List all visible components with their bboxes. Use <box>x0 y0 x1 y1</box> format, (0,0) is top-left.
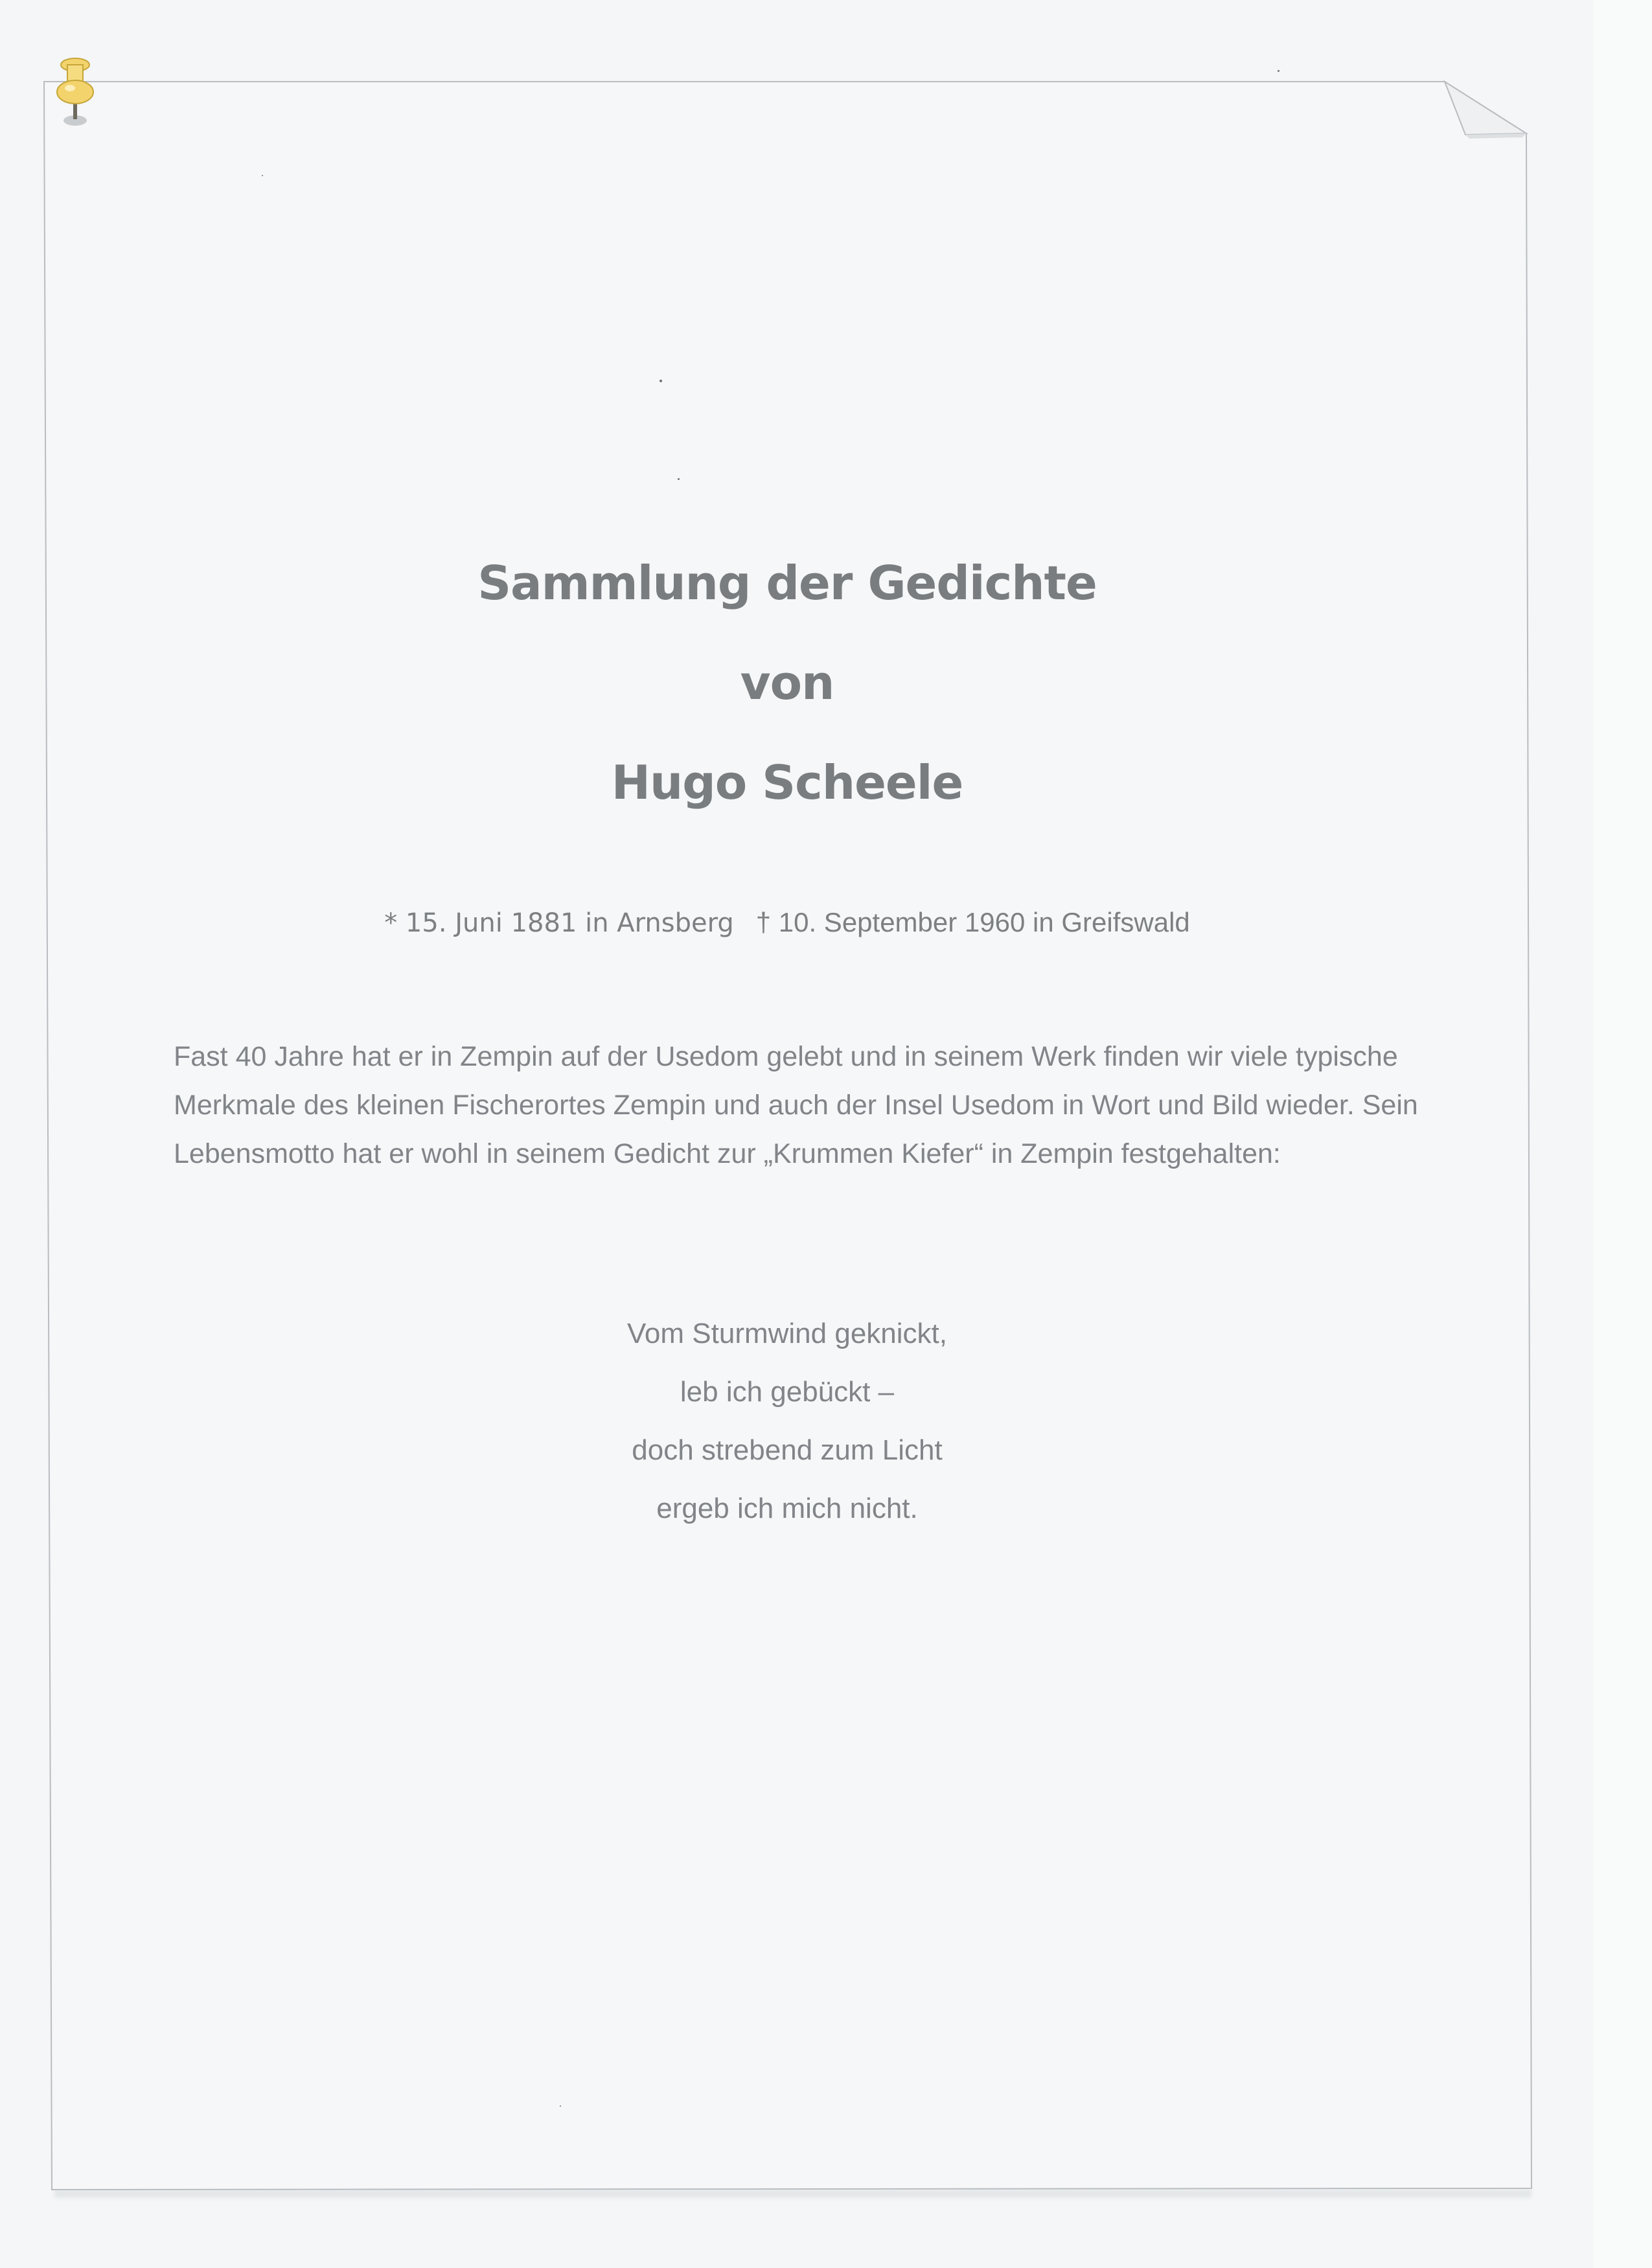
motto-verse <box>0 1305 1574 1538</box>
scan-speck <box>262 175 263 176</box>
scan-speck <box>660 380 662 382</box>
title-line-collection: Sammlung der Gedichte <box>477 556 1097 610</box>
title-line-von: von <box>740 656 834 710</box>
scan-speck <box>560 2105 561 2107</box>
death-date: † 10. September 1960 in Greifswald <box>755 907 1190 937</box>
verse-line: ergeb ich mich nicht. <box>656 1493 918 1524</box>
scan-speck <box>678 478 680 480</box>
intro-paragraph <box>174 1033 1443 1178</box>
life-dates <box>0 907 1574 938</box>
title-line-author: Hugo Scheele <box>611 755 963 810</box>
birth-date: * 15. Juni 1881 in Arnsberg <box>384 908 734 938</box>
scan-speck <box>1278 70 1279 72</box>
intro-text: Fast 40 Jahre hat er in Zempin auf der Usedom gelebt und in seinem Werk finden wir viele typische Merkmale des kleinen Fischerortes Zempin und auch der Insel Usedom in Wort und Bild wieder. Sein Lebensmotto hat er wohl in seinem Gedicht zur „Krummen Kiefer“ in Zempin festgehalten: <box>174 1041 1418 1169</box>
pushpin-icon <box>54 56 96 133</box>
verse-line: leb ich gebückt – <box>680 1376 895 1408</box>
verse-line: Vom Sturmwind geknickt, <box>627 1318 947 1349</box>
verse-line: doch strebend zum Licht <box>632 1434 943 1466</box>
